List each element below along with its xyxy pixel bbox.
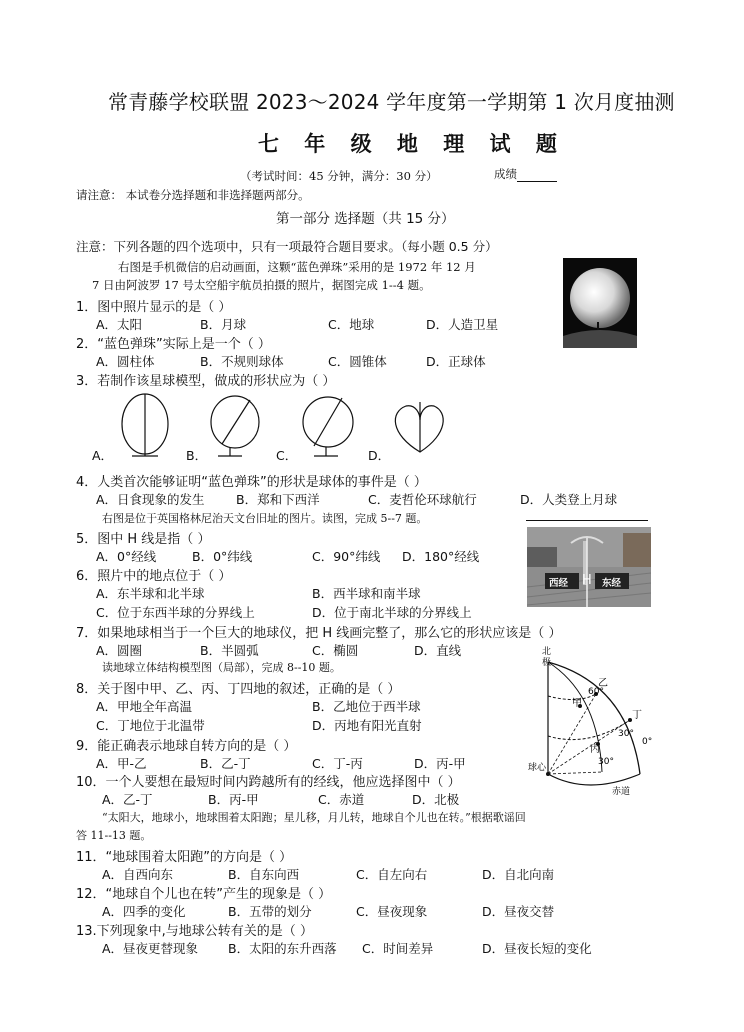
q6-option-c: C．位于东西半球的分界线上 [96,605,255,620]
question-1-stem: 1．图中照片显示的是（ ） [76,300,232,315]
label-jia: 甲 [572,698,582,709]
q12-option-b: B．五带的划分 [228,904,312,919]
q1-option-b: B．月球 [200,317,247,332]
label-east-longitude: 东经 [602,578,622,589]
q7-option-b: B．半圆弧 [200,643,259,658]
part1-heading: 第一部分 选择题（共 15 分） [276,211,455,227]
q13-option-b: B．太阳的东升西落 [228,941,337,956]
exam-title: 常青藤学校联盟 2023～2024 学年度第一学期第 1 次月度抽测 [108,90,675,114]
q5-option-b: B．0°纬线 [192,549,253,564]
q9-option-b: B．乙-丁 [200,756,251,771]
q5-option-d: D．180°经线 [402,549,480,564]
intro2: 右图是位于英国格林尼治天文台旧址的图片。读图，完成 5--7 题。 [102,512,428,525]
shape-b-globe [211,396,259,448]
question-5-stem: 5．图中 H 线是指（ ） [76,532,211,547]
label-bing: 丙 [590,744,600,755]
q10-option-b: B．丙-甲 [208,792,259,807]
q8-option-b: B．乙地位于西半球 [312,699,421,714]
greenwich-image [527,527,651,607]
q3-option-c: C． [276,448,298,463]
q7-option-a: A．圆圈 [96,643,143,658]
q5-option-c: C．90°纬线 [312,549,381,564]
score-label: 成绩 [494,167,517,181]
intro3: 读地球立体结构模型图（局部），完成 8--10 题。 [102,661,341,674]
label-30deg-b: 30° [598,757,614,767]
q12-option-d: D．昼夜交替 [482,904,555,919]
intro1-line1: 右图是手机微信的启动画面，这颗“蓝色弹珠”采用的是 1972 年 12 月 [118,260,476,274]
label-west-longitude: 西经 [549,578,569,589]
q2-option-c: C．圆锥体 [328,354,387,369]
q6-option-b: B．西半球和南半球 [312,586,421,601]
greenwich-photo [527,527,651,607]
q9-option-a: A．甲-乙 [96,756,147,771]
question-7-stem: 7．如果地球相当于一个巨大的地球仪，把 H 线画完整了，那么它的形状应该是（ ） [76,626,562,641]
part1-instruction: 注意：下列各题的四个选项中，只有一项最符合题目要求。（每小题 0.5 分） [76,239,498,254]
question-2-stem: 2．“蓝色弹珠”实际上是一个（ ） [76,337,271,352]
earth-image [563,258,637,348]
label-equator: 赤道 [612,787,631,797]
score-blank [517,169,557,182]
q7-option-d: D．直线 [414,643,462,658]
q6-option-a: A．东半球和北半球 [96,586,205,601]
q13-option-c: C．时间差异 [362,941,434,956]
q1-option-c: C．地球 [328,317,375,332]
notice: 请注意： 本试卷分选择题和非选择题两部分。 [76,188,310,202]
q13-option-d: D．昼夜长短的变化 [482,941,592,956]
q7-option-c: C．椭圆 [312,643,359,658]
exam-subtitle: 七 年 级 地 理 试 题 [258,131,566,156]
q3-option-b: B． [186,448,208,463]
q12-option-a: A．四季的变化 [102,904,186,919]
q10-option-d: D．北极 [412,792,460,807]
q6-option-d: D．位于南北半球的分界线上 [312,605,472,620]
label-ding: 丁 [632,710,642,721]
question-12-stem: 12．“地球自个儿也在转”产生的现象是（ ） [76,887,332,902]
q2-option-b: B．不规则球体 [200,354,284,369]
question-13-stem: 13.下列现象中,与地球公转有关的是（ ） [76,924,313,939]
question-11-stem: 11．“地球围着太阳跑”的方向是（ ） [76,850,293,865]
question-6-stem: 6．照片中的地点位于（ ） [76,569,232,584]
shape-d-globe [395,406,443,452]
q11-option-d: D．自北向南 [482,867,555,882]
q11-option-b: B．自东向西 [228,867,300,882]
q1-option-a: A．太阳 [96,317,143,332]
q2-option-d: D．正球体 [426,354,486,369]
q4-option-a: A．日食现象的发生 [96,492,205,507]
q2-option-a: A．圆柱体 [96,354,155,369]
q8-option-c: C．丁地位于北温带 [96,718,205,733]
label-60deg: 60° [588,687,604,697]
label-yi: 乙 [598,678,608,689]
exam-info: （考试时间：45 分钟，满分：30 分） [240,169,438,183]
intro4-line2: 答 11--13 题。 [76,829,152,842]
q11-option-c: C．自左向右 [356,867,428,882]
q4-option-c: C．麦哲伦环球航行 [368,492,477,507]
intro1-line2: 7 日由阿波罗 17 号太空船宇航员拍摄的照片，据图完成 1--4 题。 [92,278,431,292]
q8-option-d: D．丙地有阳光直射 [312,718,422,733]
equator-arc [548,774,640,785]
question-4-stem: 4．人类首次能够证明“蓝色弹珠”的形状是球体的事件是（ ） [76,475,427,490]
label-pole: 极 [542,658,552,668]
intro2-divider [526,520,648,521]
q1-option-d: D．人造卫星 [426,317,499,332]
meridian-outer-arc [548,662,640,774]
question-9-stem: 9．能正确表示地球自转方向的是（ ） [76,739,297,754]
q8-option-a: A．甲地全年高温 [96,699,193,714]
q10-option-c: C．赤道 [318,792,365,807]
label-0deg: 0° [642,737,653,747]
score-field [494,166,557,182]
label-earth-center: 球心 [528,763,547,773]
q4-option-b: B．郑和下西洋 [236,492,320,507]
q3-option-d: D． [368,448,391,463]
q9-option-d: D．丙-甲 [414,756,466,771]
question-3-stem: 3．若制作该星球模型，做成的形状应为（ ） [76,374,336,389]
q4-option-d: D．人类登上月球 [520,492,618,507]
q3-option-a: A． [92,448,114,463]
q9-option-c: C．丁-丙 [312,756,363,771]
q12-option-c: C．昼夜现象 [356,904,428,919]
earth-center-point [546,772,550,776]
earth-photo [563,258,637,348]
q11-option-a: A．自西向东 [102,867,174,882]
intro4-line1: “太阳大，地球小，地球围着太阳跑；星儿移，月儿转，地球自个儿也在转。”根据歌谣回 [102,811,526,824]
label-30deg-a: 30° [618,729,634,739]
q13-option-a: A．昼夜更替现象 [102,941,199,956]
label-h-line: H [582,573,592,588]
label-north: 北 [542,647,552,657]
question-8-stem: 8．关于图中甲、乙、丙、丁四地的叙述，正确的是（ ） [76,682,401,697]
globe-structure-diagram [528,644,668,822]
q5-option-a: A．0°经线 [96,549,157,564]
question-10-stem: 10．一个人要想在最短时间内跨越所有的经线，他应选择图中（ ） [76,775,461,790]
q10-option-a: A．乙-丁 [102,792,153,807]
